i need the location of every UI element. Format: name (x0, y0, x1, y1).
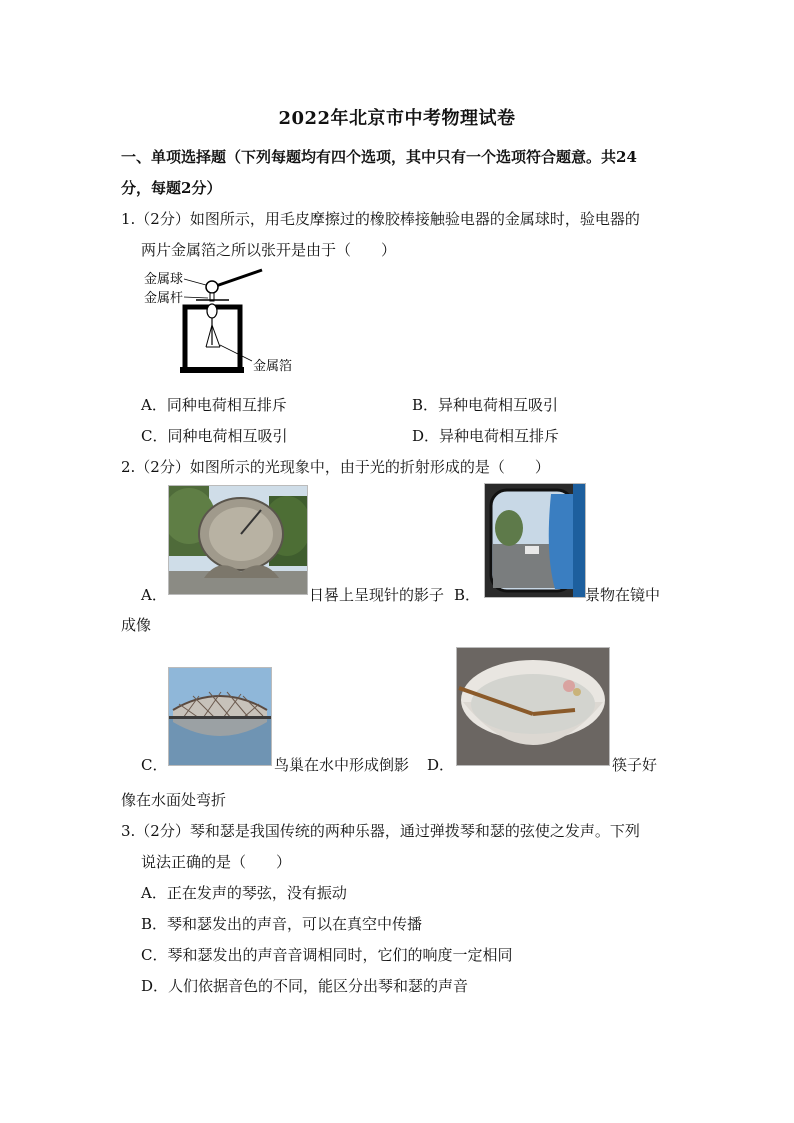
section-header-line1: 一、单项选择题（下列每题均有四个选项，其中只有一个选项符合题意。共24 (121, 148, 637, 166)
q2-option-b-letter: B． (454, 586, 481, 604)
q3-option-d: D．人们依据音色的不同，能区分出琴和瑟的声音 (141, 977, 469, 995)
label-metal-rod: 金属杆 (144, 291, 184, 306)
q1-option-b: B．异种电荷相互吸引 (412, 396, 559, 414)
q1-option-c: C．同种电荷相互吸引 (141, 427, 288, 445)
q2-option-c-caption: 鸟巢在水中形成倒影 (274, 756, 410, 774)
q1-stem-line1: 1.（2分）如图所示，用毛皮摩擦过的橡胶棒接触验电器的金属球时，验电器的 (121, 210, 640, 228)
q3-option-b: B．琴和瑟发出的声音，可以在真空中传播 (141, 915, 423, 933)
q2-option-d-caption-part1: 筷子好 (612, 756, 658, 774)
section-header-line2: 分，每题2分） (121, 179, 222, 197)
chopsticks-bowl-image (456, 647, 610, 766)
q3-stem-line1: 3.（2分）琴和瑟是我国传统的两种乐器，通过弹拨琴和瑟的弦使之发声。下列 (121, 822, 640, 840)
q3-stem-line2: 说法正确的是（ ） (141, 853, 292, 871)
label-metal-ball: 金属球 (144, 272, 184, 287)
q2-option-a-caption: 日晷上呈现针的影子 (309, 586, 445, 604)
q2-option-c-letter: C． (141, 756, 168, 774)
q2-option-d-caption-part2: 像在水面处弯折 (121, 791, 227, 809)
q2-option-b-caption-part2: 成像 (121, 616, 152, 634)
electroscope-figure (140, 265, 310, 380)
sundial-image (168, 485, 308, 595)
mirror-image (484, 483, 586, 598)
q3-option-a: A．正在发声的琴弦，没有振动 (141, 884, 347, 902)
label-metal-foil: 金属箔 (253, 359, 293, 374)
q1-stem-line2: 两片金属箔之所以张开是由于（ ） (141, 241, 397, 259)
q2-option-b-caption-part1: 景物在镜中 (585, 586, 661, 604)
q2-option-a-letter: A． (141, 586, 167, 604)
q2-option-d-letter: D． (427, 756, 455, 774)
q1-option-a: A．同种电荷相互排斥 (141, 396, 287, 414)
q3-option-c: C．琴和瑟发出的声音音调相同时，它们的响度一定相同 (141, 946, 513, 964)
page-title: 2022年北京市中考物理试卷 (278, 108, 516, 129)
birds-nest-image (168, 667, 272, 766)
q2-stem: 2.（2分）如图所示的光现象中，由于光的折射形成的是（ ） (121, 458, 550, 476)
q1-option-d: D．异种电荷相互排斥 (412, 427, 560, 445)
